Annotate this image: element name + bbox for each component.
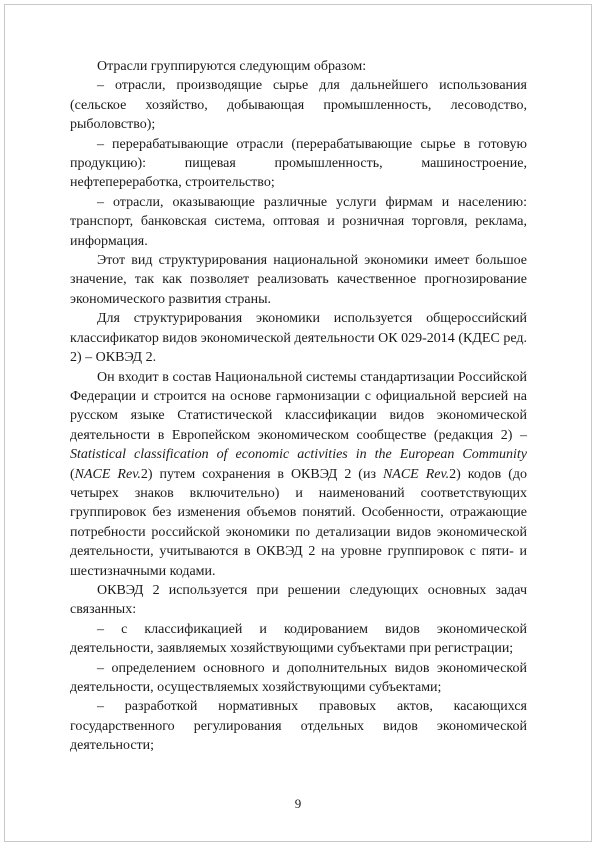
- text-run: ОКВЭД 2 используется при решении следующих основных задач связанных:: [70, 582, 527, 618]
- page-number: 9: [294, 796, 302, 811]
- paragraph: [70, 659, 527, 698]
- text-run: – разработкой нормативных правовых актов, касающихся государственного регулирования отдельных видов экономической деятельности;: [70, 699, 527, 754]
- text-run: Для структурирования экономики используется общероссийский классификатор видов экономической деятельности ОК 029-2014 (КДЕС ред. 2) – ОКВЭД 2.: [70, 311, 527, 366]
- text-run: 2) путем сохранения в ОКВЭД 2 (из: [140, 466, 383, 482]
- text-run: Он входит в состав Национальной системы стандартизации Российской Федерации и строится на основе гармонизации с официальной версией на русском языке Статистической классификации видов экономической деятельности в Европейском экономическом сообществе (редакция 2) –: [70, 369, 527, 443]
- text-run-italic: NACE Rev.: [382, 466, 450, 482]
- text-run: (: [70, 466, 75, 482]
- paragraph: [70, 193, 527, 251]
- paragraph: [70, 581, 527, 620]
- text-run-italic: Statistical classification of economic activities in the European Community: [70, 447, 527, 463]
- paragraph: [70, 368, 527, 581]
- paragraph: [70, 251, 527, 309]
- paragraph: [70, 620, 527, 659]
- text-run: – отрасли, оказывающие различные услуги фирмам и населению: транспорт, банковская система, оптовая и розничная торговля, реклама, информация.: [70, 194, 527, 249]
- text-run: – определением основного и дополнительных видов экономической деятельности, осуществляемых хозяйствующими субъектами;: [70, 660, 527, 695]
- text-run: – с классификацией и кодированием видов экономической деятельности, заявляемых хозяйствующими субъектами при регистрации;: [70, 621, 527, 657]
- paragraph: [70, 76, 527, 134]
- document-page: [4, 4, 592, 842]
- paragraph: [70, 57, 527, 76]
- text-run: – перерабатывающие отрасли (перерабатывающие сырье в готовую продукцию): пищевая промышленность, машиностроение, нефтепереработка, строительство;: [70, 136, 527, 191]
- page-footer: [5, 796, 591, 812]
- text-run: Отрасли группируются следующим образом:: [97, 59, 367, 74]
- paragraph: [70, 309, 527, 367]
- paragraph: [70, 135, 527, 193]
- document-body: [70, 57, 527, 756]
- text-run: 2) кодов (до четырех знаков включительно) и наименований соответствующих группировок без изменения объемов понятий. Особенности, отражающие потребности российской экономики по детализации видов экономической деятельности, учитываются в ОКВЭД 2 на уровне группировок с пяти- и шестизначными кодами.: [70, 466, 527, 579]
- paragraph: [70, 697, 527, 755]
- text-run: – отрасли, производящие сырье для дальнейшего использования (сельское хозяйство, добывающая промышленность, лесоводство, рыболовство);: [70, 78, 527, 133]
- text-run-italic: NACE Rev.: [74, 466, 141, 482]
- text-run: Этот вид структурирования национальной экономики имеет большое значение, так как позволяет реализовать качественное прогнозирование экономического развития страны.: [70, 253, 527, 307]
